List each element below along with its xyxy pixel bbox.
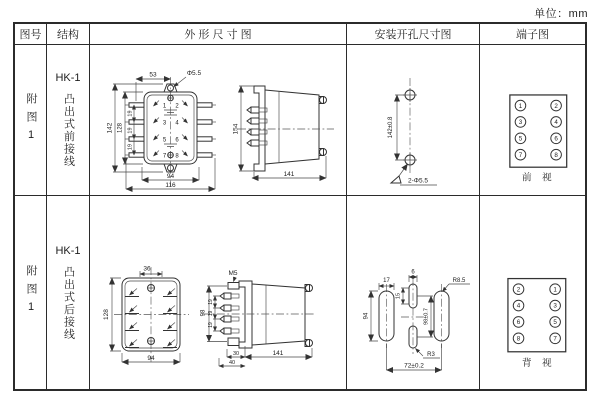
row1-side-pins <box>247 107 267 146</box>
dim-154-label: 154 <box>232 123 240 135</box>
row2-outline-cell <box>90 196 347 389</box>
dim-17-label: 17 <box>383 278 390 284</box>
row1-mounting-holes <box>388 78 437 185</box>
row2-front-view <box>103 266 189 363</box>
row1-terminal-diagram <box>480 45 585 195</box>
header-fig-no: 图号 <box>15 24 47 45</box>
term-back-l3: 6 <box>516 319 521 327</box>
dim-r85-label: R8.5 <box>452 278 466 284</box>
front-terminal-1: 1 <box>162 103 167 110</box>
row1-fig-no: 附图1 <box>25 92 37 148</box>
dim-p2b-label: 19 <box>208 310 214 317</box>
dim-pitch3-label: 19 <box>127 143 134 151</box>
row1-structure-cell <box>47 45 90 196</box>
row1-front-view <box>107 70 217 189</box>
row1-mounting-cell <box>347 45 480 196</box>
row1-side-view <box>233 86 335 178</box>
dim-r3-label: R3 <box>427 352 435 358</box>
dim-hole-label: Φ5.5 <box>186 70 202 77</box>
row2-fig-no-cell <box>15 196 47 389</box>
header-outline-dims: 外 形 尺 寸 图 <box>90 24 347 45</box>
term-front-l2: 3 <box>518 119 523 127</box>
row2-side-view <box>201 270 315 366</box>
header-structure: 结构 <box>47 24 90 45</box>
dim-p3b-label: 19 <box>208 322 214 328</box>
row2-structure-cell <box>47 196 90 389</box>
front-terminal-8: 8 <box>175 153 179 160</box>
spec-table <box>13 22 587 391</box>
front-terminal-2: 2 <box>175 103 179 110</box>
row1-front-coil-symbol <box>164 144 177 147</box>
front-terminal-5: 5 <box>162 137 167 144</box>
dim-30-label: 30 <box>232 351 240 357</box>
header-mounting-holes: 安装开孔尺寸图 <box>347 24 480 45</box>
term-back-r3: 5 <box>553 319 557 327</box>
dim-36-label: 36 <box>143 265 151 273</box>
term-front-l1: 1 <box>518 102 523 110</box>
row1-structure: 凸出式前接线 <box>62 93 75 168</box>
row2-view-caption: 背 视 <box>522 358 556 370</box>
row2-side-pins <box>220 293 239 334</box>
row2-terminal-diagram <box>480 196 585 389</box>
row2-mounting-slots <box>364 270 471 371</box>
dim-m5-label: M5 <box>228 270 238 277</box>
dim-141b-label: 141 <box>272 350 284 357</box>
dim-53-label: 53 <box>149 71 157 79</box>
dim-40-label: 40 <box>228 360 236 366</box>
term-front-r1: 2 <box>554 102 558 110</box>
front-terminal-6: 6 <box>175 137 179 144</box>
dim-142-label: 142 <box>106 122 114 134</box>
front-terminal-3: 3 <box>162 120 167 127</box>
dim-15-label: 15 <box>395 292 402 300</box>
header-terminal-diagram: 端子图 <box>480 24 585 45</box>
row2-terminal-cell <box>480 196 585 389</box>
term-front-r2: 4 <box>554 119 558 127</box>
row1-outline-cell <box>90 45 347 196</box>
dim-6-label: 6 <box>411 269 415 276</box>
front-terminal-7: 7 <box>162 153 167 160</box>
term-front-r3: 6 <box>554 135 558 143</box>
dim-98-07-label: 98±0.7 <box>423 308 430 325</box>
term-back-l2: 4 <box>516 302 521 310</box>
row1-fig-no-cell <box>15 45 47 196</box>
hole-callout-label: 2-Φ5.5 <box>407 177 429 185</box>
term-back-r1: 1 <box>553 286 557 294</box>
term-back-r2: 3 <box>553 302 557 310</box>
term-back-l1: 2 <box>516 286 521 294</box>
dim-pitch1-label: 19 <box>127 110 134 117</box>
row2-fig-no: 附图1 <box>25 265 37 320</box>
row1-terminal-cell <box>480 45 585 196</box>
term-back-r4: 7 <box>553 335 557 343</box>
row2-structure: 凸出式后接线 <box>62 265 75 341</box>
row1-model: HK-1 <box>55 72 81 84</box>
dim-128-label: 128 <box>117 122 124 134</box>
row2-mounting-drawing <box>347 196 479 389</box>
term-front-r4: 8 <box>554 151 558 159</box>
unit-label: 单位：mm <box>534 8 588 20</box>
term-front-l3: 5 <box>518 135 523 143</box>
front-terminal-4: 4 <box>175 120 179 127</box>
term-back-l4: 8 <box>516 335 521 343</box>
term-front-l4: 7 <box>518 151 523 159</box>
dim-94c-label: 94 <box>363 312 370 320</box>
dim-pitch2-label: 19 <box>127 127 134 134</box>
row1-outline-drawing <box>90 45 346 195</box>
row2-outline-drawing <box>90 196 346 389</box>
row2-model: HK-1 <box>55 244 81 257</box>
dim-98-label: 98 <box>200 309 207 317</box>
row1-view-caption: 前 视 <box>522 172 556 184</box>
dim-142-08-label: 142±0.8 <box>388 116 394 139</box>
dim-94b-label: 94 <box>147 355 155 362</box>
dim-116-label: 116 <box>165 182 176 189</box>
dim-72-02-label: 72±0.2 <box>404 362 424 370</box>
dim-128b-label: 128 <box>103 309 110 320</box>
row1-mounting-drawing <box>347 45 479 195</box>
dim-p1b-label: 19 <box>208 299 214 305</box>
dim-94-label: 94 <box>166 173 175 180</box>
dim-141-label: 141 <box>283 171 295 178</box>
row2-mounting-cell <box>347 196 480 389</box>
